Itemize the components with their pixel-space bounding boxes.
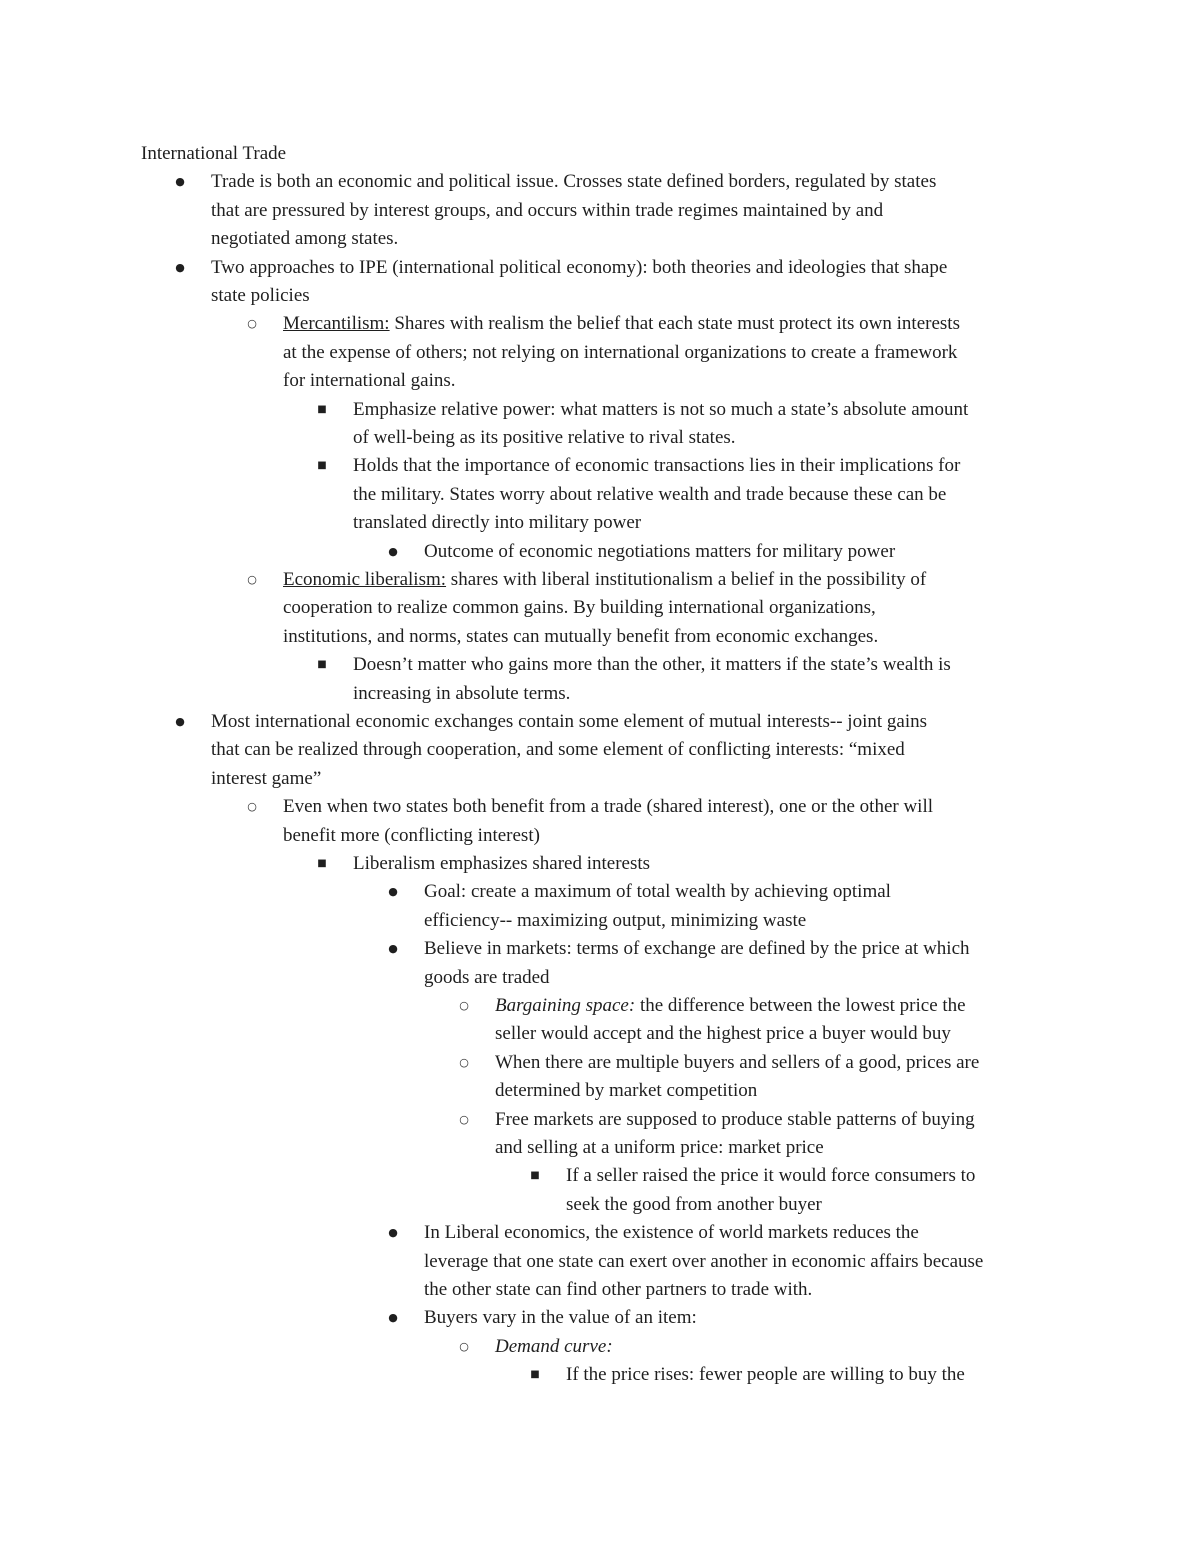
square-bullet-icon: ■	[317, 659, 327, 671]
list-item-continuation	[211, 738, 905, 762]
list-item-continuation	[283, 341, 957, 365]
italic-term: Demand curve:	[495, 1335, 613, 1357]
text-segment: seek the good from another buyer	[566, 1193, 822, 1215]
list-item	[211, 170, 936, 194]
text-segment: goods are traded	[424, 966, 550, 988]
text-segment: for international gains.	[283, 370, 456, 392]
text-segment: cooperation to realize common gains. By building international organizations,	[283, 597, 876, 619]
list-item-continuation	[283, 824, 540, 848]
square-bullet-icon: ■	[317, 403, 327, 415]
list-item	[283, 795, 933, 819]
disc-bullet-icon: ●	[388, 942, 398, 956]
circle-bullet-icon: ○	[247, 317, 257, 331]
list-item	[353, 852, 650, 876]
disc-bullet-icon: ●	[388, 1226, 398, 1240]
disc-bullet-icon: ●	[388, 544, 398, 558]
list-item	[283, 568, 926, 592]
list-item	[566, 1164, 975, 1188]
text-segment: seller would accept and the highest price a buyer would buy	[495, 1023, 951, 1045]
text-segment: Doesn’t matter who gains more than the other, it matters if the state’s wealth is	[353, 654, 951, 676]
disc-bullet-icon: ●	[388, 885, 398, 899]
list-item	[495, 1051, 979, 1075]
square-bullet-icon: ■	[530, 1369, 540, 1381]
circle-bullet-icon: ○	[459, 1055, 469, 1069]
list-item	[495, 994, 966, 1018]
text-segment: Buyers vary in the value of an item:	[424, 1307, 697, 1329]
circle-bullet-icon: ○	[459, 999, 469, 1012]
list-item	[424, 540, 895, 564]
underlined-term: Mercantilism:	[283, 313, 390, 335]
underlined-term: Economic liberalism:	[283, 569, 447, 590]
square-bullet-icon: ■	[317, 460, 327, 472]
list-item-continuation	[495, 1022, 951, 1046]
list-item-continuation	[424, 1278, 812, 1302]
list-item	[353, 398, 968, 422]
text-segment: negotiated among states.	[211, 228, 399, 250]
text-segment: the other state can find other partners to trade with.	[424, 1279, 813, 1300]
list-item-continuation	[353, 426, 736, 450]
text-segment: Two approaches to IPE (international political economy): both theories and ideologies that shape	[211, 256, 948, 278]
list-item-continuation	[424, 1250, 983, 1274]
list-item	[424, 1221, 919, 1245]
text-segment: shares with liberal institutionalism a belief in the possibility of	[446, 569, 927, 590]
list-item	[353, 454, 960, 478]
italic-term: Bargaining space:	[495, 995, 636, 1016]
text-segment: Even when two states both benefit from a trade (shared interest), one or the other will	[283, 796, 934, 818]
list-item	[424, 937, 970, 961]
list-item	[424, 880, 891, 904]
list-item-continuation	[353, 511, 641, 535]
list-item	[424, 1306, 697, 1330]
text-segment: the difference between the lowest price the	[635, 995, 966, 1016]
text-segment: determined by market competition	[495, 1080, 758, 1102]
list-item-continuation	[211, 284, 310, 308]
circle-bullet-icon: ○	[247, 800, 257, 814]
circle-bullet-icon: ○	[459, 1339, 469, 1353]
list-item-continuation	[211, 199, 883, 223]
list-item-continuation	[211, 767, 321, 791]
text-segment: Outcome of economic negotiations matters for military power	[424, 540, 896, 562]
circle-bullet-icon: ○	[459, 1112, 469, 1126]
text-segment: Free markets are supposed to produce stable patterns of buying	[495, 1108, 975, 1130]
disc-bullet-icon: ●	[175, 260, 185, 274]
list-item-continuation	[283, 596, 876, 620]
list-item-continuation	[424, 909, 806, 933]
text-segment: If a seller raised the price it would force consumers to	[566, 1165, 976, 1187]
document-title: International Trade	[141, 143, 287, 164]
list-item-continuation	[495, 1136, 824, 1160]
text-segment: institutions, and norms, states can mutually benefit from economic exchanges.	[283, 625, 879, 647]
list-item-continuation	[495, 1079, 757, 1103]
text-segment: efficiency-- maximizing output, minimizing waste	[424, 909, 807, 931]
list-item-continuation	[353, 682, 570, 706]
text-segment: Trade is both an economic and political issue. Crosses state defined borders, regulated by states	[211, 171, 937, 193]
list-item-continuation	[424, 966, 550, 990]
disc-bullet-icon: ●	[175, 175, 185, 189]
text-segment: translated directly into military power	[353, 512, 642, 534]
text-segment: Emphasize relative power: what matters is not so much a state’s absolute amount	[353, 398, 969, 420]
text-segment: Shares with realism the belief that each state must protect its own interests	[389, 313, 960, 335]
list-item	[495, 1335, 613, 1359]
square-bullet-icon: ■	[530, 1170, 540, 1182]
text-segment: When there are multiple buyers and sellers of a good, prices are	[495, 1051, 980, 1073]
text-segment: Most international economic exchanges contain some element of mutual interests-- joint gains	[211, 711, 927, 732]
list-item	[211, 710, 927, 734]
text-segment: interest game”	[211, 767, 322, 789]
text-segment: state policies	[211, 285, 310, 306]
list-item-continuation	[283, 369, 456, 393]
text-segment: and selling at a uniform price: market price	[495, 1137, 824, 1158]
text-segment: leverage that one state can exert over another in economic affairs because	[424, 1250, 984, 1272]
text-segment: at the expense of others; not relying on international organizations to create a framework	[283, 341, 958, 363]
text-segment: the military. States worry about relative wealth and trade because these can be	[353, 483, 947, 505]
text-segment: increasing in absolute terms.	[353, 682, 571, 704]
text-segment: In Liberal economics, the existence of world markets reduces the	[424, 1222, 919, 1244]
text-segment: Believe in markets: terms of exchange are defined by the price at which	[424, 938, 970, 960]
text-segment: of well-being as its positive relative to rival states.	[353, 427, 736, 448]
text-segment: If the price rises: fewer people are willing to buy the	[566, 1364, 965, 1386]
list-item	[283, 312, 960, 336]
disc-bullet-icon: ●	[388, 1311, 398, 1325]
list-item	[211, 256, 947, 280]
list-item	[353, 653, 951, 677]
list-item-continuation	[353, 483, 946, 507]
text-segment: Goal: create a maximum of total wealth by achieving optimal	[424, 881, 891, 903]
list-item-continuation	[283, 625, 878, 649]
list-item-continuation	[211, 227, 398, 251]
text-segment: that can be realized through cooperation, and some element of conflicting interests: “mixed	[211, 739, 905, 761]
disc-bullet-icon: ●	[175, 715, 185, 728]
text-segment: benefit more (conflicting interest)	[283, 824, 540, 846]
text-segment: Liberalism emphasizes shared interests	[353, 853, 651, 874]
list-item	[495, 1108, 975, 1132]
circle-bullet-icon: ○	[247, 573, 257, 586]
text-segment: Holds that the importance of economic transactions lies in their implications for	[353, 455, 961, 477]
list-item-continuation	[566, 1193, 822, 1217]
square-bullet-icon: ■	[317, 858, 327, 869]
list-item	[566, 1363, 965, 1387]
text-segment: that are pressured by interest groups, and occurs within trade regimes maintained by and	[211, 199, 884, 221]
